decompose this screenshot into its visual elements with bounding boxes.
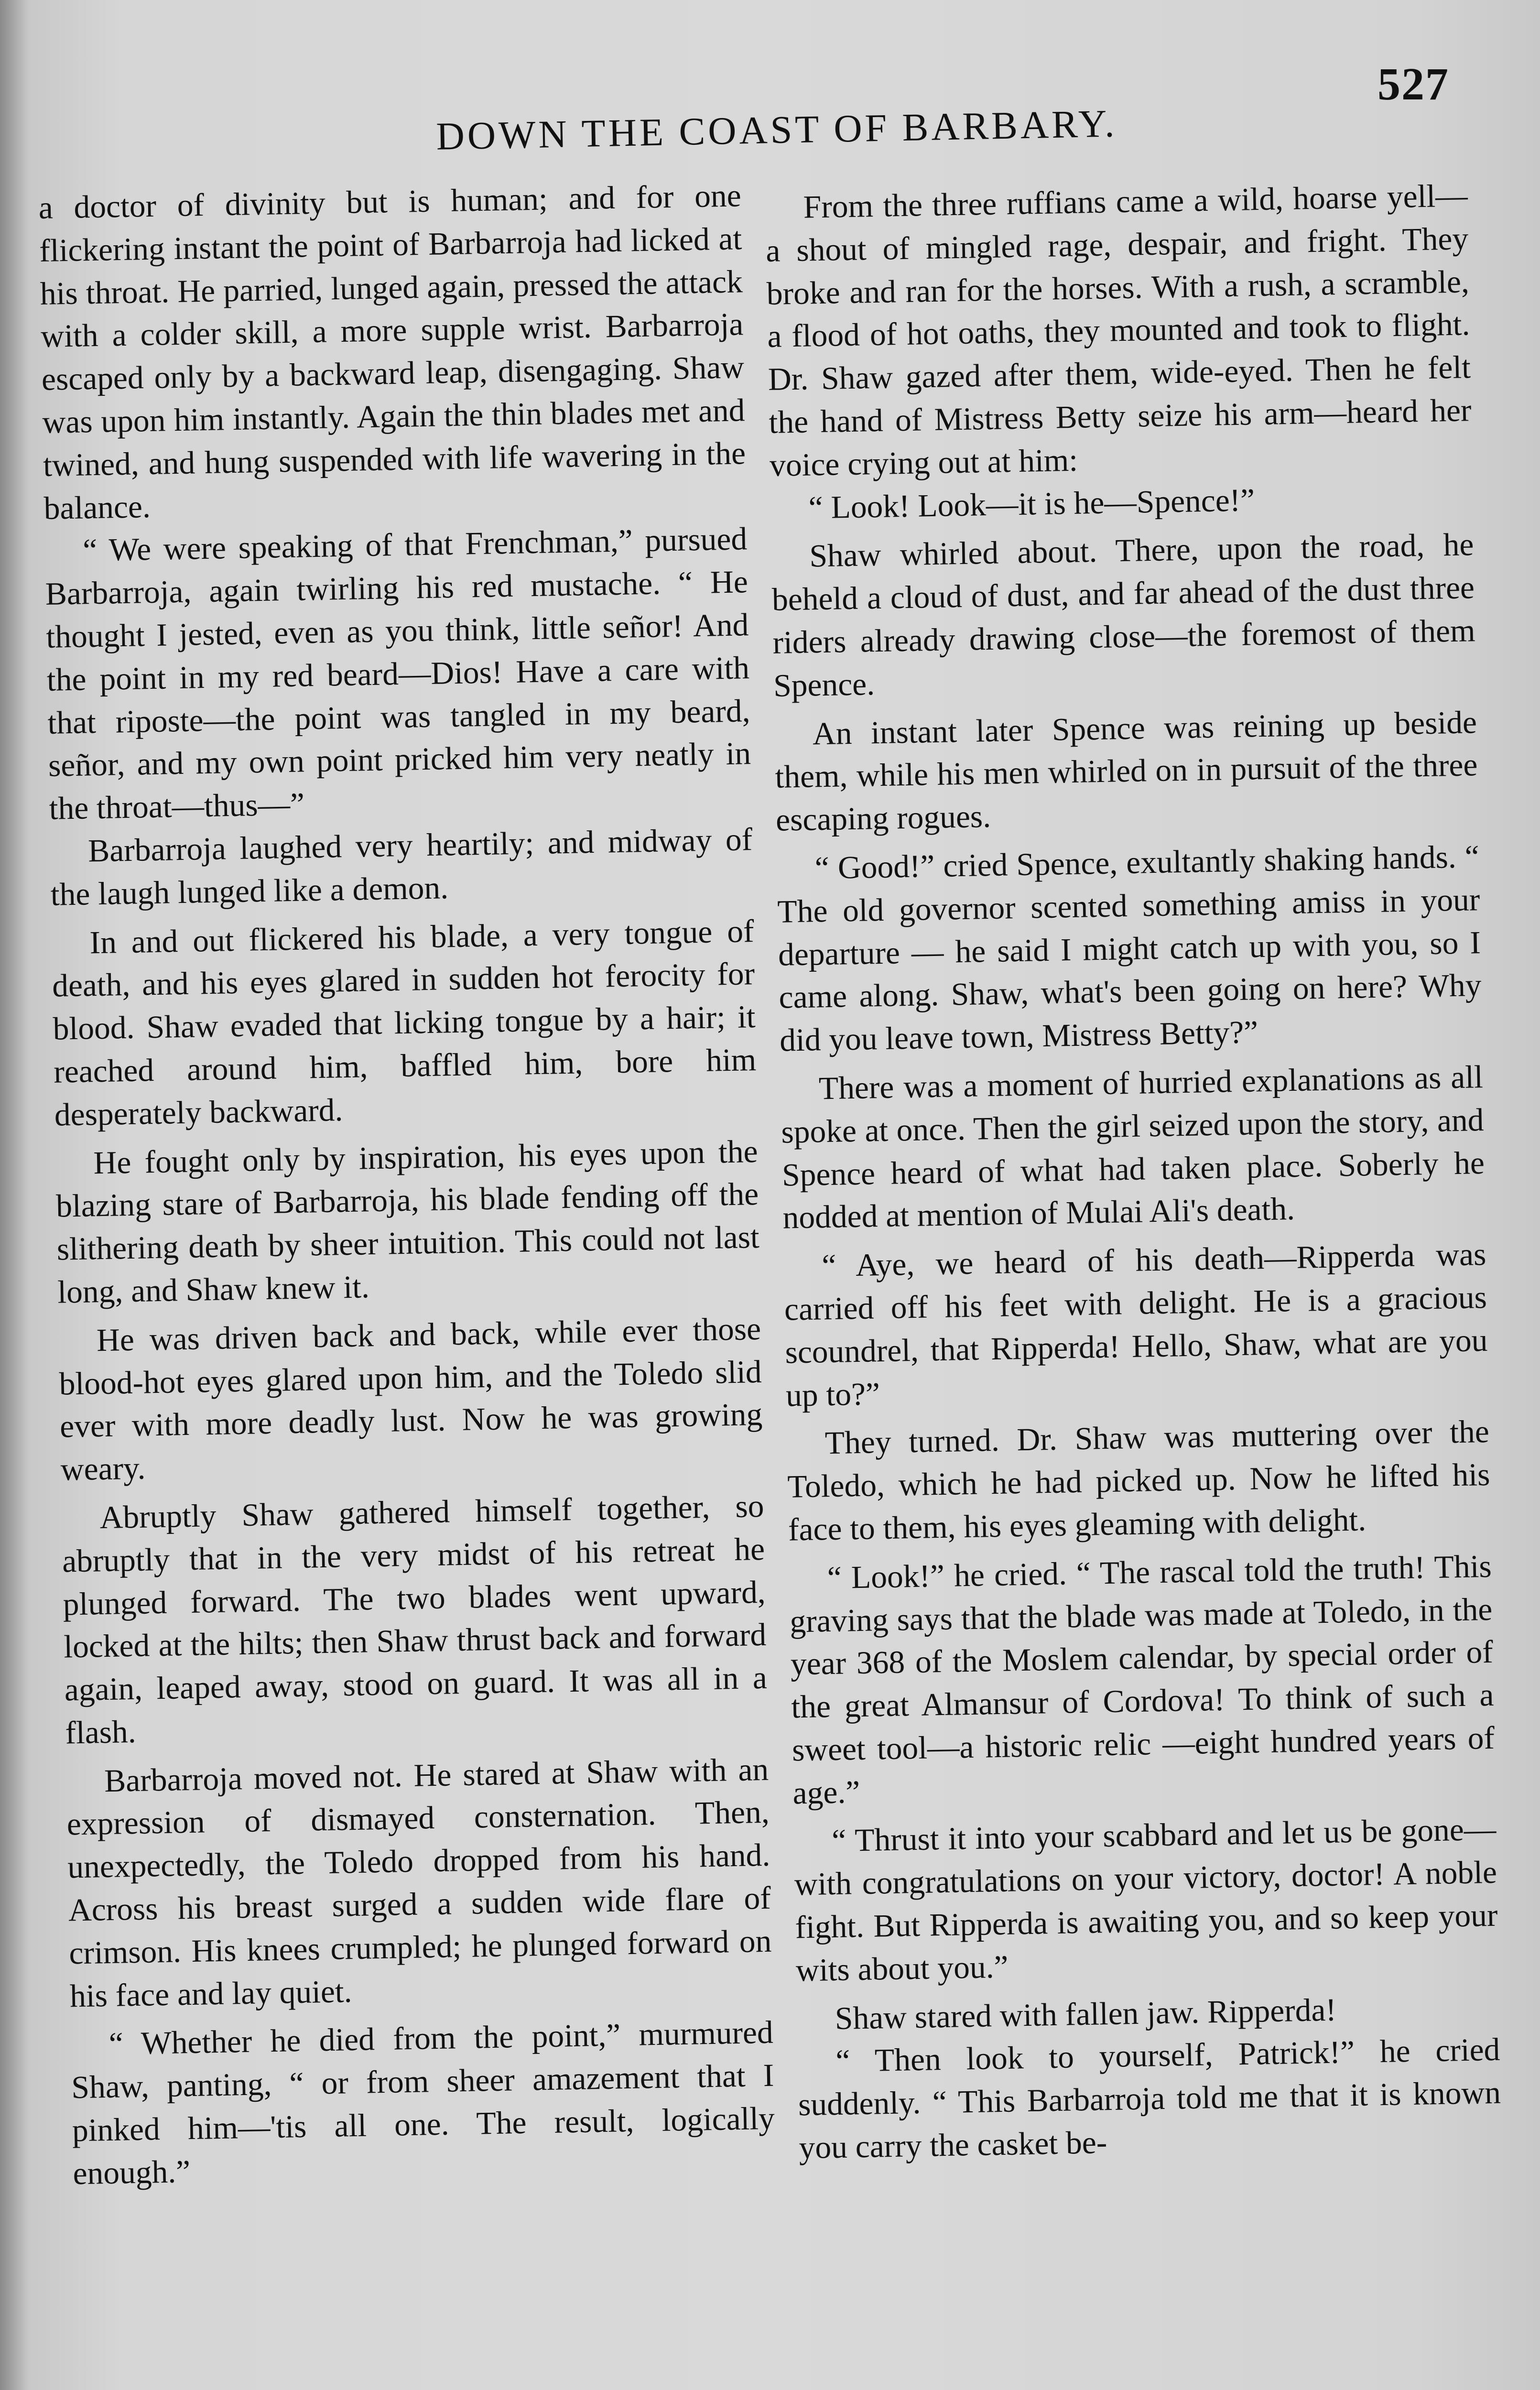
page-number: 527 <box>1377 58 1449 109</box>
paragraph: “ Aye, we heard of his death—Ripperda was carried off his feet with delight. He is a gracious scoundrel, that Ripperda! Hello, Shaw, what are you up to?” <box>784 1236 1488 1413</box>
right-column <box>765 174 1502 2169</box>
paragraph: Barbarroja moved not. He stared at Shaw with an expression of dismayed consternation. Then, unexpectedly, the Toledo dropped from his hand. Across his breast surged a sudden wide flare of crimson. His knees crumpled; he plunged forward on his face and lay quiet. <box>66 1751 772 2014</box>
paragraph: An instant later Spence was reining up beside them, while his men whirled on in pursuit of the three escaping rogues. <box>774 704 1478 838</box>
binding-shadow <box>0 0 29 2390</box>
paragraph: “ Whether he died from the point,” murmured Shaw, panting, “ or from sheer amazement that I pinked him—'tis all one. The result, logically enough.” <box>71 2014 775 2192</box>
running-head: DOWN THE COAST OF BARBARY. <box>435 101 1118 158</box>
paragraph: From the three ruffians came a wild, hoarse yell—a shout of mingled rage, despair, and fright. They broke and ran for the horses. With a rush, a scramble, a flood of hot oaths, they mounted and took to flight. Dr. Shaw gazed after them, wide-eyed. Then he felt the hand of Mistress Betty seize his arm—heard her voice crying out at him: <box>765 177 1472 483</box>
paragraph: a doctor of divinity but is human; and for one flickering instant the point of Barbarroja had licked at his throat. He parried, lunged again, pressed the attack with a colder skill, a more supple wrist. Barbarroja escaped only by a backward leap, disengaging. Shaw was upon him instantly. Again the thin blades met and twined, and hung suspended with life wavering in the balance. <box>38 177 746 526</box>
paragraph: In and out flickered his blade, a very tongue of death, and his eyes glared in sudden hot ferocity for blood. Shaw evaded that licking tongue by a hair; it reached around him, baffled him, bore him desperately backward. <box>52 913 757 1133</box>
paragraph: “ Then look to yourself, Patrick!” he cried suddenly. “ This Barbarroja told me that it is known you carry the casket be- <box>798 2032 1501 2166</box>
paragraph: Barbarroja laughed very heartily; and midway of the laugh lunged like a demon. <box>50 821 753 913</box>
paragraph: “ Good!” cried Spence, exultantly shaking hands. “ The old governor scented something amiss in your departure — he said I might catch up with you, so I came along. Shaw, what's been going on here? Why did you leave town, Mistress Betty?” <box>777 838 1482 1058</box>
paragraph: Shaw stared with fallen jaw. Ripperda! <box>835 1991 1337 2036</box>
paragraph: “ Look!” he cried. “ The rascal told the truth! This graving says that the blade was made at Toledo, in the year 368 of the Moslem calendar, by special order of the great Almansur of Cordova! To think of such a sweet tool—a historic relic —eight hundred years of age.” <box>789 1548 1495 1811</box>
paragraph: Shaw whirled about. There, upon the road, he beheld a cloud of dust, and far ahead of the dust three riders already drawing close—the foremost of them Spence. <box>771 526 1476 704</box>
paragraph: “ We were speaking of that Frenchman,” pursued Barbarroja, again twirling his red mustache. “ He thought I jested, even as you think, little señor! And the point in my red beard—Dios! Have a care with that riposte—the point was tangled in my beard, señor, and my own point pricked him very neatly in the throat—thus—” <box>45 521 751 826</box>
paragraph: “ Thrust it into your scabbard and let us be gone—with congratulations on your victory, doctor! A noble fight. But Ripperda is awaiting you, and so keep your wits about you.” <box>794 1811 1498 1988</box>
paragraph: There was a moment of hurried explanations as all spoke at once. Then the girl seized upon the story, and Spence heard of what had taken place. Soberly he nodded at mention of Mulai Ali's death. <box>781 1059 1485 1236</box>
left-column <box>38 174 776 2195</box>
paragraph: They turned. Dr. Shaw was muttering over the Toledo, which he had picked up. Now he lifted his face to them, his eyes gleaming with delight. <box>787 1413 1490 1548</box>
paragraph: Abruptly Shaw gathered himself together, so abruptly that in the very midst of his retreat he plunged forward. The two blades went upward, locked at the hilts; then Shaw thrust back and forward again, leaped away, stood on guard. It was all in a flash. <box>62 1488 768 1751</box>
paragraph: “ Look! Look—it is he—Spence!” <box>808 481 1255 526</box>
paragraph: He fought only by inspiration, his eyes upon the blazing stare of Barbarroja, his blade fending off the slithering death by sheer intuition. This could not last long, and Shaw knew it. <box>55 1133 760 1310</box>
paragraph: He was driven back and back, while ever those blood-hot eyes glared upon him, and the Toledo slid ever with more deadly lust. Now he was growing weary. <box>59 1310 763 1488</box>
